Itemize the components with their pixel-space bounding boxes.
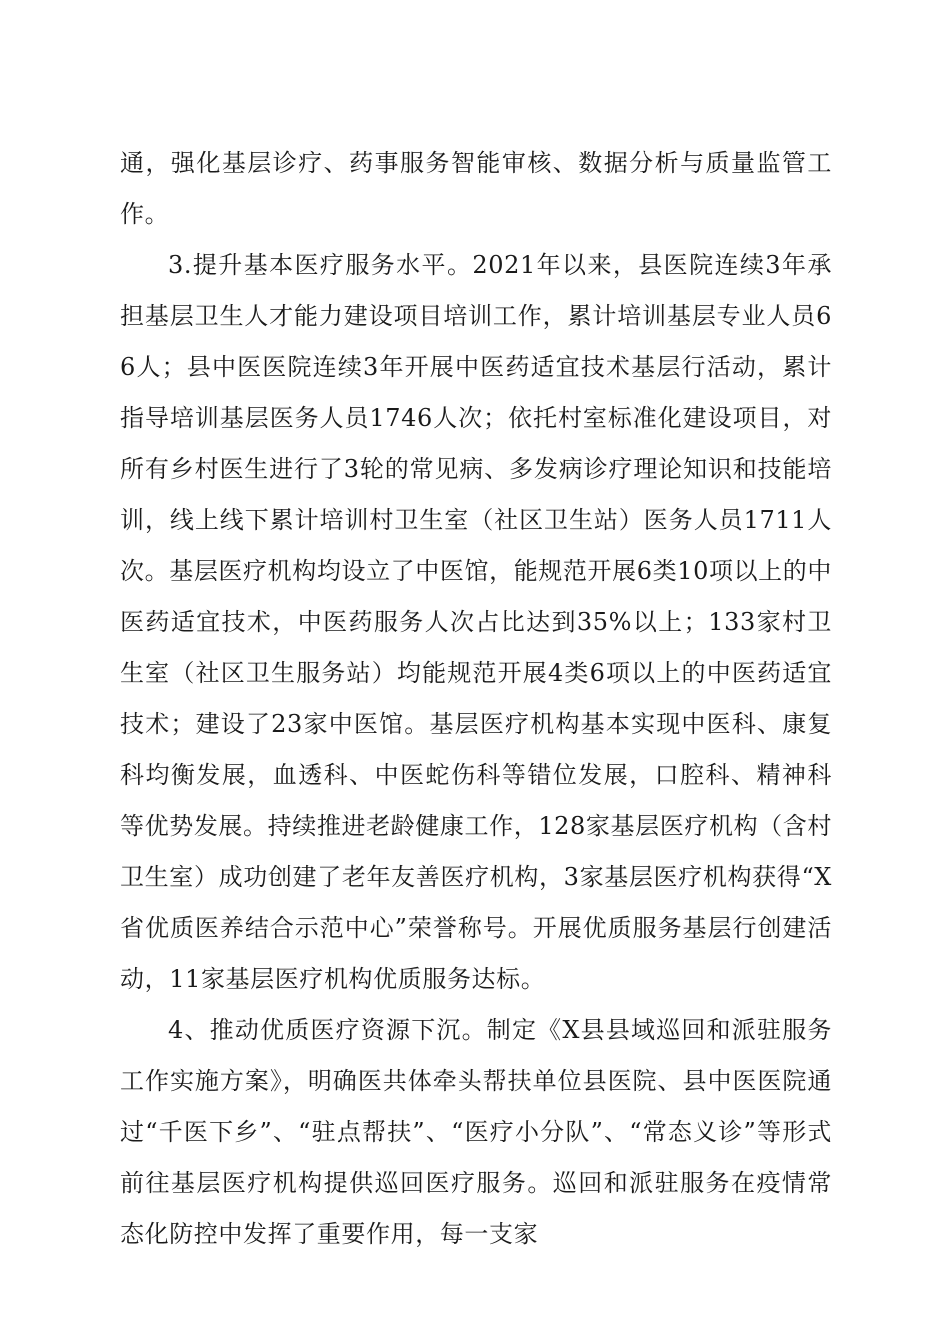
paragraph-basic-medical-service: 3.提升基本医疗服务水平。2021年以来，县医院连续3年承担基层卫生人才能力建设项目培训工作，累计培训基层专业人员66人；县中医医院连续3年开展中医药适宜技术基层行活动，累计指导培训基层医务人员1746人次；依托村室标准化建设项目，对所有乡村医生进行了3轮的常见病、多发病诊疗理论知识和技能培训，线上线下累计培训村卫生室（社区卫生站）医务人员1711人次。基层医疗机构均设立了中医馆，能规范开展6类10项以上的中医药适宜技术，中医药服务人次占比达到35%以上；133家村卫生室（社区卫生服务站）均能规范开展4类6项以上的中医药适宜技术；建设了23家中医馆。基层医疗机构基本实现中医科、康复科均衡发展，血透科、中医蛇伤科等错位发展，口腔科、精神科等优势发展。持续推进老龄健康工作，128家基层医疗机构（含村卫生室）成功创建了老年友善医疗机构，3家基层医疗机构获得“X省优质医养结合示范中心”荣誉称号。开展优质服务基层行创建活动，11家基层医疗机构优质服务达标。 — [120, 251, 832, 993]
paragraph-continuation: 通，强化基层诊疗、药事服务智能审核、数据分析与质量监管工作。 — [120, 149, 832, 228]
document-body — [120, 138, 832, 1260]
paragraph-resource-sinking: 4、推动优质医疗资源下沉。制定《X县县域巡回和派驻服务工作实施方案》，明确医共体牵头帮扶单位县医院、县中医医院通过“千医下乡”、“驻点帮扶”、“医疗小分队”、“常态义诊”等形式前往基层医疗机构提供巡回医疗服务。巡回和派驻服务在疫情常态化防控中发挥了重要作用，每一支家 — [120, 1016, 832, 1248]
